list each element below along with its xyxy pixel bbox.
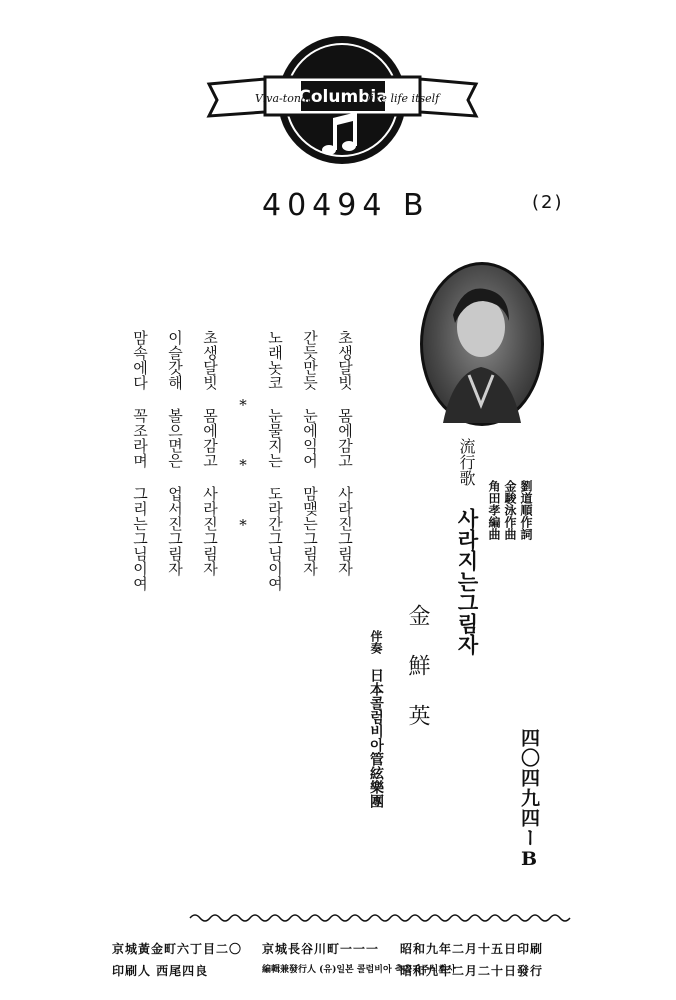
lyric-line: 초생달빗 몸에감고 사라진그림자 (201, 330, 219, 576)
columbia-logo (205, 32, 480, 167)
wavy-divider (190, 912, 570, 924)
logo-right-motto: like life itself (366, 92, 440, 105)
catalog-number: 40494 B (262, 188, 430, 223)
page-number: (2) (532, 192, 564, 213)
catalog-number-vertical: 四〇四九四ーB (518, 728, 540, 871)
footer-publisher-address: 京城長谷川町一一一 (262, 942, 380, 956)
lyric-line: 이슬갓해 볼으면은 업서진그림자 (166, 330, 184, 576)
lyric-separator: * * * (234, 396, 252, 546)
arranger-credit: 角田孝編曲 (487, 480, 501, 540)
singer-name: 金鮮英 (405, 604, 430, 754)
footer-publish-date: 昭和九年二月二十日發行 (400, 964, 544, 978)
lyric-line: 노래놋코 눈물지는 도라간그님이여 (266, 330, 284, 591)
singer-portrait (420, 262, 544, 426)
footer-printer: 印刷人 西尾四良 (112, 964, 209, 978)
footer-publisher: 編輯兼發行人 (유)일본 콜럼비아 축음기주식회사 (262, 965, 456, 975)
song-title: 사라지는그림자 (455, 508, 480, 655)
logo-left-motto: Viva-tonal (255, 92, 311, 105)
lyric-line: 초생달빗 몸에감고 사라진그림자 (336, 330, 354, 576)
logo-brand-text: Columbia (298, 87, 388, 107)
accompaniment-name: 日本콜럼비아管絃樂團 (368, 668, 384, 808)
lyric-line: 간듯만듯 눈에익어 맘맺는그림자 (301, 330, 319, 576)
lyric-line: 맘속에다 꼭조라며 그리는그님이여 (131, 330, 149, 591)
accompaniment-label: 伴奏 (369, 630, 383, 654)
lyricist-credit: 劉道順作詞 (519, 480, 533, 540)
footer-printer-address: 京城黃金町六丁目二〇 (112, 942, 243, 956)
composer-credit: 金駿泳作曲 (503, 480, 517, 540)
genre-label: 流行歌 (457, 438, 476, 486)
footer-print-date: 昭和九年二月十五日印刷 (400, 942, 544, 956)
